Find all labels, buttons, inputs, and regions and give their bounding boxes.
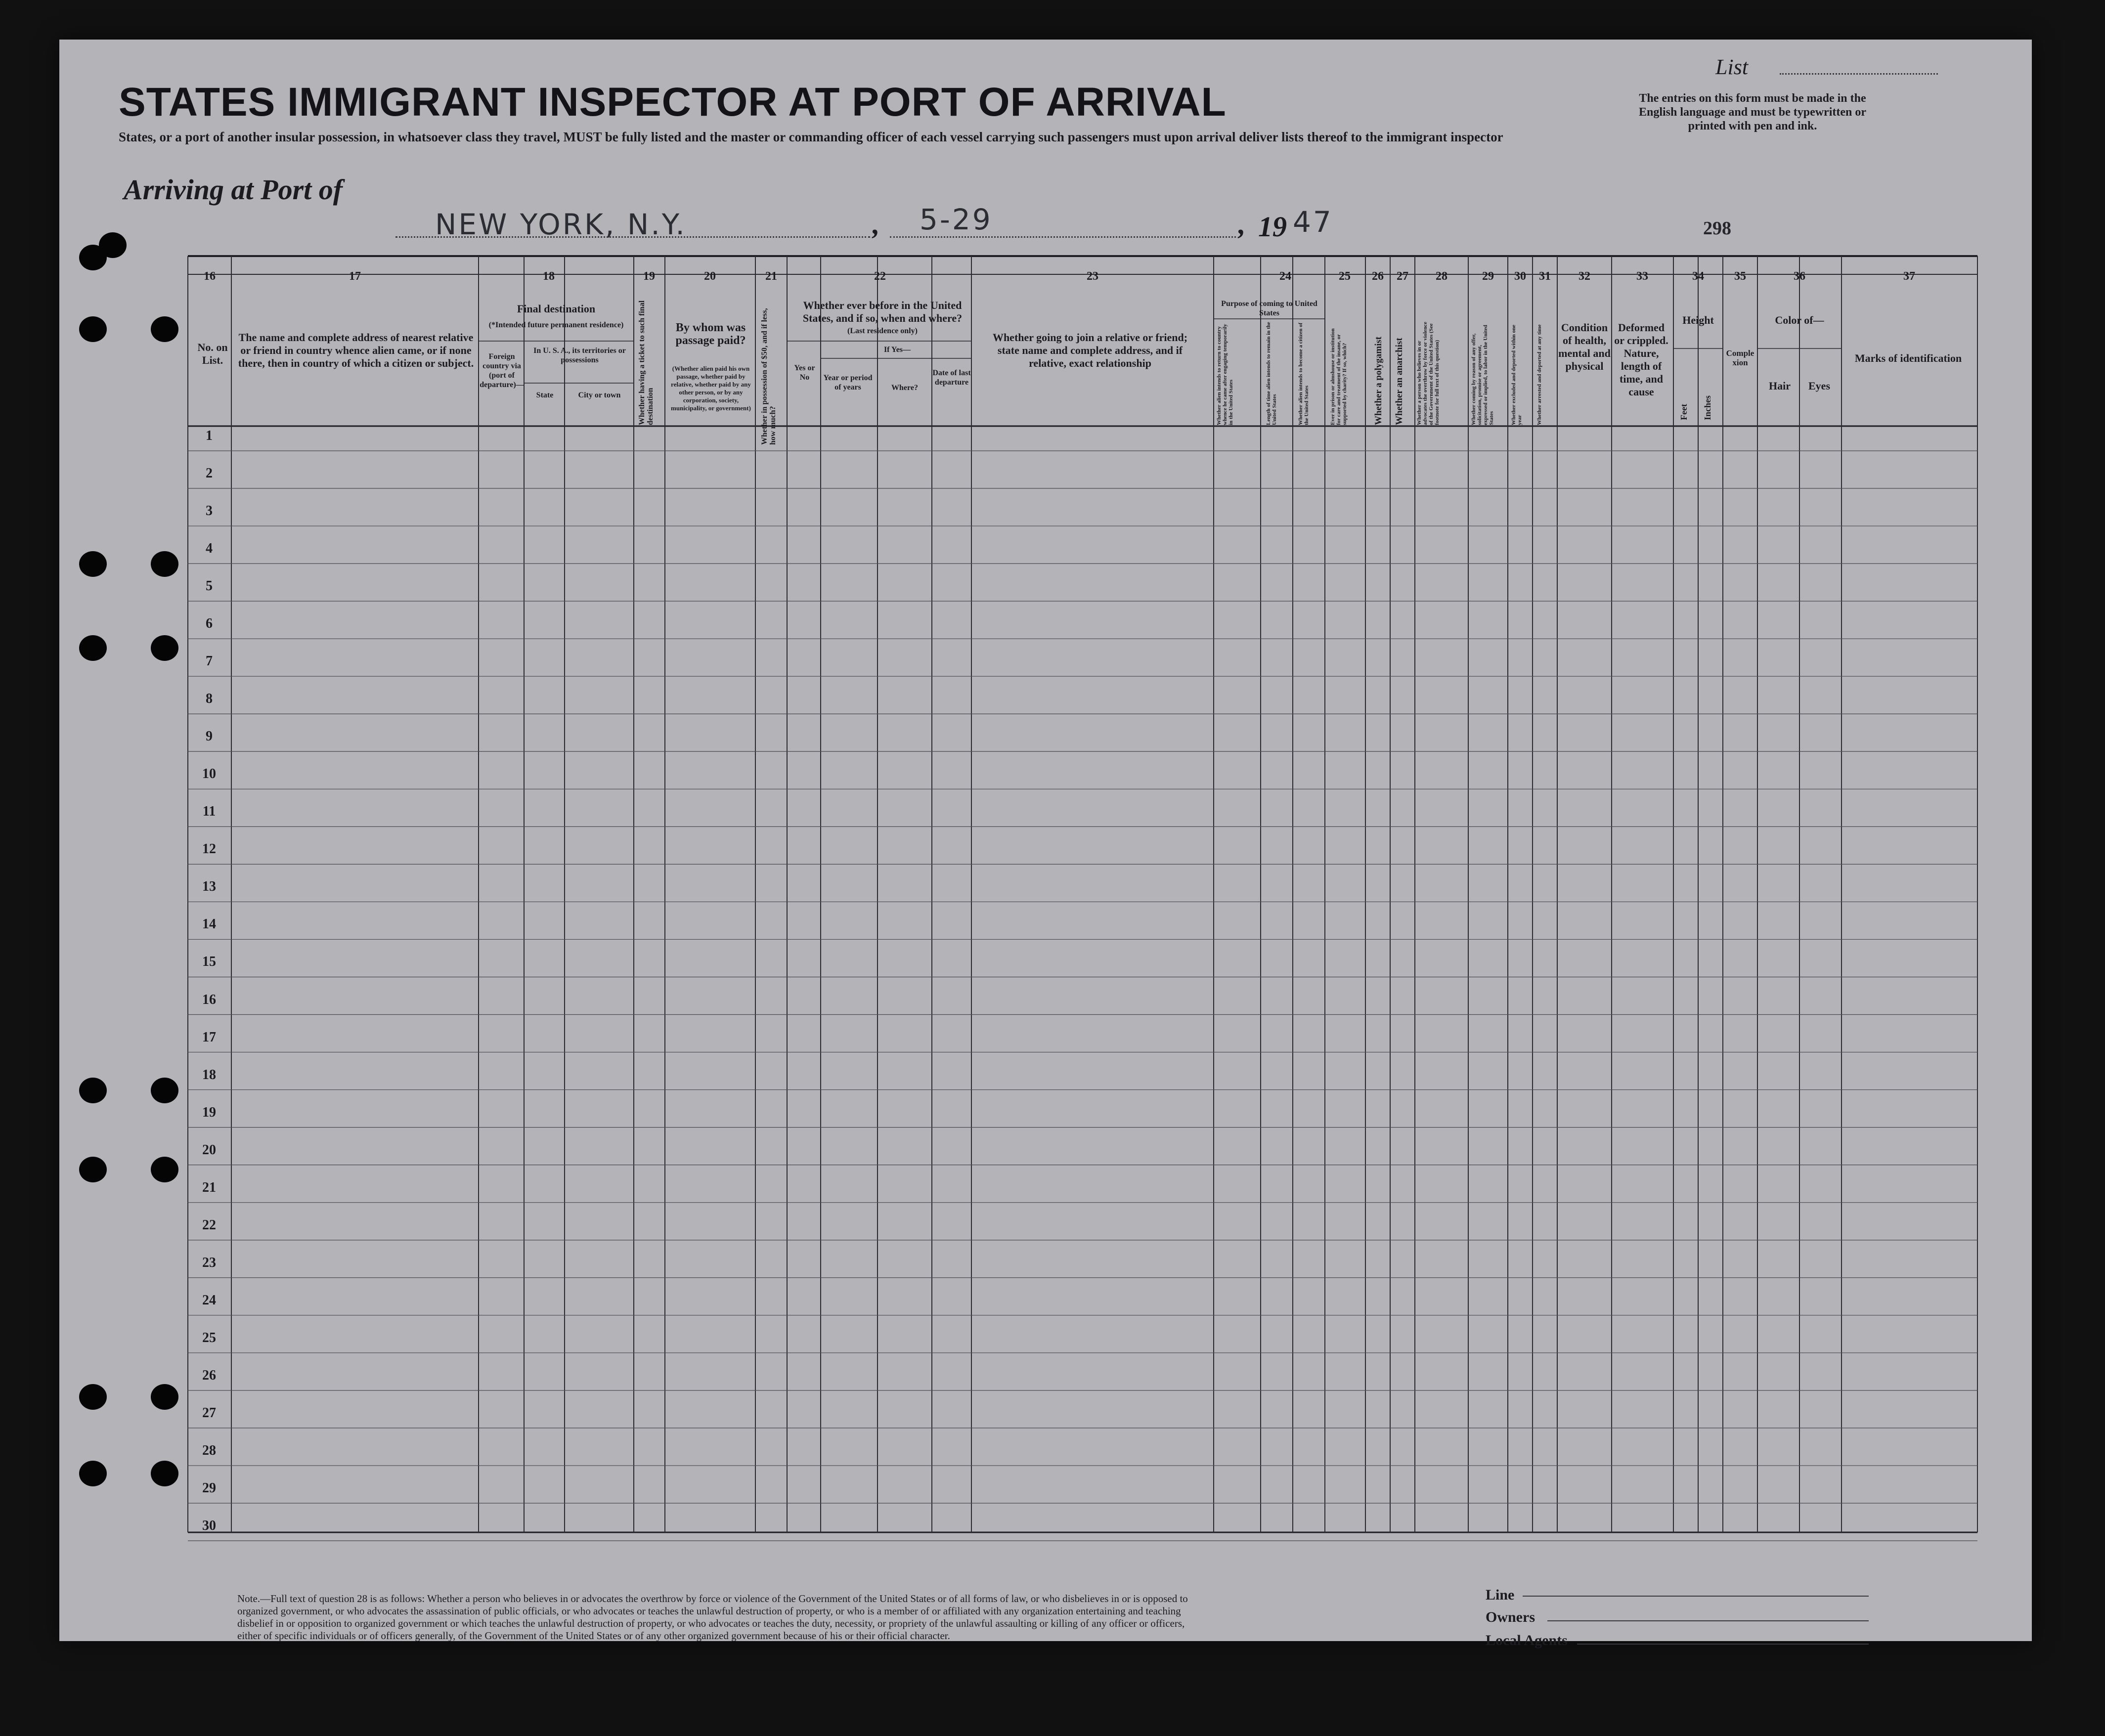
header-c37: Marks of identification (1854, 352, 1962, 364)
column-number-31: 31 (1539, 270, 1551, 283)
header-c30: Whether excluded and deported within one year (1511, 324, 1523, 425)
row-number: 11 (202, 804, 216, 820)
header-c21: Whether in possession of $50, and if less, how much? (760, 308, 777, 445)
punch-hole (79, 1078, 107, 1103)
column-number-22: 22 (874, 270, 886, 283)
column-number-19: 19 (643, 270, 655, 283)
header-c32: Condition of health, mental and physical (1558, 321, 1611, 372)
header-c18-title: Final destination (517, 303, 596, 315)
punch-hole (79, 551, 107, 577)
header-c20-sub: (Whether alien paid his own passage, whether paid by relative, whether paid by any other person, or by any corporation, society, municipality, or government) (671, 365, 751, 412)
header-c22-year: Year or period of years (823, 374, 873, 391)
punch-hole (79, 635, 107, 661)
punch-hole (99, 232, 127, 258)
header-c22-date: Date of last departure (932, 369, 971, 387)
row-number: 25 (202, 1330, 216, 1345)
header-c17: The name and complete address of nearest relative or friend in country whence alien came, or if none there, then in country of which a citizen or subject. (238, 331, 474, 369)
row-number: 3 (206, 503, 213, 519)
punch-hole (151, 316, 178, 342)
column-number-24: 24 (1279, 270, 1291, 283)
header-c22-where: Where? (891, 384, 918, 392)
row-number: 14 (202, 916, 216, 932)
header-c25: Ever in prison or almshouse or institution for care and treatment of the insane, or supported by charity? If so, which? (1330, 328, 1348, 425)
column-number-23: 23 (1087, 270, 1098, 283)
column-number-37: 37 (1903, 270, 1915, 283)
row-number: 10 (202, 766, 216, 782)
punch-hole (79, 316, 107, 342)
header-c18-state: State (536, 391, 554, 399)
header-c22-sub: (Last residence only) (847, 327, 918, 335)
row-number: 1 (206, 428, 213, 443)
footer-agents-field[interactable] (1577, 1644, 1869, 1645)
header-c34-title: Height (1682, 314, 1714, 326)
row-number: 7 (206, 653, 213, 669)
header-c24-title: Purpose of coming to United States (1221, 300, 1317, 317)
row-number: 21 (202, 1179, 216, 1195)
form-title: STATES IMMIGRANT INSPECTOR AT PORT OF ARRIVAL (119, 80, 1227, 125)
footnote-question-28: Note.—Full text of question 28 is as follows: Whether a person who believes in or advocates the overthrow by force or violence of the Government of the United States or of all forms of law, or who disbelieves in or is opposed to organized government, or who advocates the assassination of public officials, or who advocates or teaches the unlawful destruction of property, or who is a member of or affiliated with any organization entertaining and teaching disbelief in or opposition to organized government or which teaches the unlawful destruction of property, or who advocates or teaches the duty, necessity, or propriety of the unlawful assaulting or killing of any officer or officers, either of specific individuals or of officers generally, of the Government of the United States or of any other organized government because of his or their official character. (237, 1593, 1188, 1642)
header-c29: Whether coming by reason of any offer, solicitation, promise or agreement, expressed or implied, to labor in the United States (1471, 325, 1494, 425)
row-number: 24 (202, 1292, 216, 1308)
row-number: 27 (202, 1405, 216, 1421)
header-c36-title: Color of— (1775, 314, 1824, 326)
column-number-17: 17 (349, 270, 361, 283)
row-number: 6 (206, 616, 213, 632)
sheet-number: 298 (1703, 218, 1731, 239)
header-c18-usa: In U. S. A., its territories or possessions (533, 347, 626, 364)
port-handwritten: NEW YORK, N.Y. (435, 208, 687, 241)
header-c22-ifyes: If Yes— (883, 346, 911, 354)
row-number: 13 (202, 879, 216, 895)
punch-hole (151, 1078, 178, 1103)
column-number-25: 25 (1339, 270, 1351, 283)
row-number: 16 (202, 992, 216, 1007)
header-c24-a: Whether alien intends to return to country whence he came after engaging temporarily in the United States (1216, 324, 1234, 425)
column-number-35: 35 (1734, 270, 1746, 283)
arriving-label: Arriving at Port of (124, 174, 343, 206)
row-number: 17 (202, 1029, 216, 1045)
header-c24-b: Length of time alien intends to remain in the United States (1266, 322, 1277, 425)
header-c34-feet: Feet (1679, 404, 1689, 420)
column-number-36: 36 (1794, 270, 1805, 283)
punch-hole (79, 1157, 107, 1182)
header-c34-inches: Inches (1703, 395, 1712, 420)
header-c28: Whether a person who believes in or advocates the overthrow by force or violence of the Government of the United States (See footnote for full text of this question) (1416, 322, 1440, 425)
column-number-33: 33 (1636, 270, 1648, 283)
column-number-20: 20 (704, 270, 716, 283)
footer-line-label: Line (1486, 1587, 1515, 1603)
punch-hole (151, 635, 178, 661)
header-c16: No. on List. (197, 341, 228, 366)
row-number: 18 (202, 1067, 216, 1083)
column-number-18: 18 (543, 270, 555, 283)
column-number-16: 16 (204, 270, 216, 283)
column-number-30: 30 (1514, 270, 1526, 283)
punch-hole (79, 1461, 107, 1486)
header-c27: Whether an anarchist (1394, 338, 1404, 425)
row-number: 26 (202, 1367, 216, 1383)
date-comma: , (873, 208, 880, 240)
column-number-26: 26 (1372, 270, 1384, 283)
row-number: 15 (202, 954, 216, 970)
header-c18-city: City or town (578, 391, 621, 399)
header-c36-eyes: Eyes (1808, 380, 1830, 392)
row-number: 4 (206, 541, 213, 557)
row-number: 12 (202, 841, 216, 857)
instructions-notice: The entries on this form must be made in the English language and must be typewritten or printed with pen and ink. (1638, 92, 1867, 132)
punch-hole (151, 1384, 178, 1410)
column-number-28: 28 (1436, 270, 1447, 283)
header-c33: Deformed or crippled. Nature, length of time, and cause (1614, 321, 1668, 398)
header-c23: Whether going to join a relative or friend; state name and complete address, and if relative, exact relationship (992, 331, 1188, 369)
punch-hole (151, 1461, 178, 1486)
list-label-text: List (1715, 55, 1749, 79)
punch-hole (151, 1157, 178, 1182)
header-c35: Complexion (1726, 348, 1754, 367)
column-number-34: 34 (1692, 270, 1704, 283)
row-number: 9 (206, 729, 213, 744)
footer-owners-label: Owners (1486, 1609, 1535, 1625)
row-number: 5 (206, 578, 213, 594)
row-number: 19 (202, 1104, 216, 1120)
punch-hole (151, 551, 178, 577)
header-c20-title: By whom was passage paid? (675, 321, 746, 347)
header-c22-title: Whether ever before in the United States, and if so, when and where? (802, 299, 963, 324)
year-comma: , (1238, 208, 1246, 240)
row-number: 29 (202, 1480, 216, 1496)
header-c26: Whether a polygamist (1373, 336, 1384, 425)
row-number: 23 (202, 1255, 216, 1270)
year-prefix: 19 (1258, 211, 1287, 243)
punch-hole (79, 1384, 107, 1410)
date-handwritten: 5-29 (920, 203, 993, 236)
footer-line-field[interactable] (1523, 1596, 1869, 1597)
row-number: 2 (206, 466, 213, 481)
row-number: 8 (206, 691, 213, 707)
header-c24-c: Whether alien intends to become a citizen of the United States (1298, 322, 1310, 425)
row-number: 30 (202, 1518, 216, 1533)
column-number-32: 32 (1579, 270, 1590, 283)
header-c18-foreign: Foreign country via (port of departure)— (480, 352, 524, 389)
column-number-21: 21 (765, 270, 777, 283)
header-c22-yesno: Yes or No (794, 364, 815, 382)
footer-agents-label: Local Agents (1486, 1632, 1568, 1649)
year-handwritten: 47 (1293, 205, 1333, 239)
form-subtitle: States, or a port of another insular possession, in whatsoever class they travel, MUST be fully listed and the master or commanding officer of each vessel carrying such passengers must upon arrival deliver lists thereof to the immigrant inspector (119, 130, 1503, 144)
column-number-29: 29 (1482, 270, 1494, 283)
header-c19: Whether having a ticket to such final destination (638, 300, 655, 425)
row-number: 22 (202, 1217, 216, 1233)
header-c18-sub: (*Intended future permanent residence) (488, 321, 624, 329)
header-c36-hair: Hair (1769, 380, 1791, 392)
row-number: 20 (202, 1142, 216, 1158)
row-number: 28 (202, 1442, 216, 1458)
footer-owners-field[interactable] (1547, 1620, 1869, 1621)
column-number-27: 27 (1397, 270, 1408, 283)
header-c31: Whether arrested and deported at any time (1536, 324, 1542, 425)
